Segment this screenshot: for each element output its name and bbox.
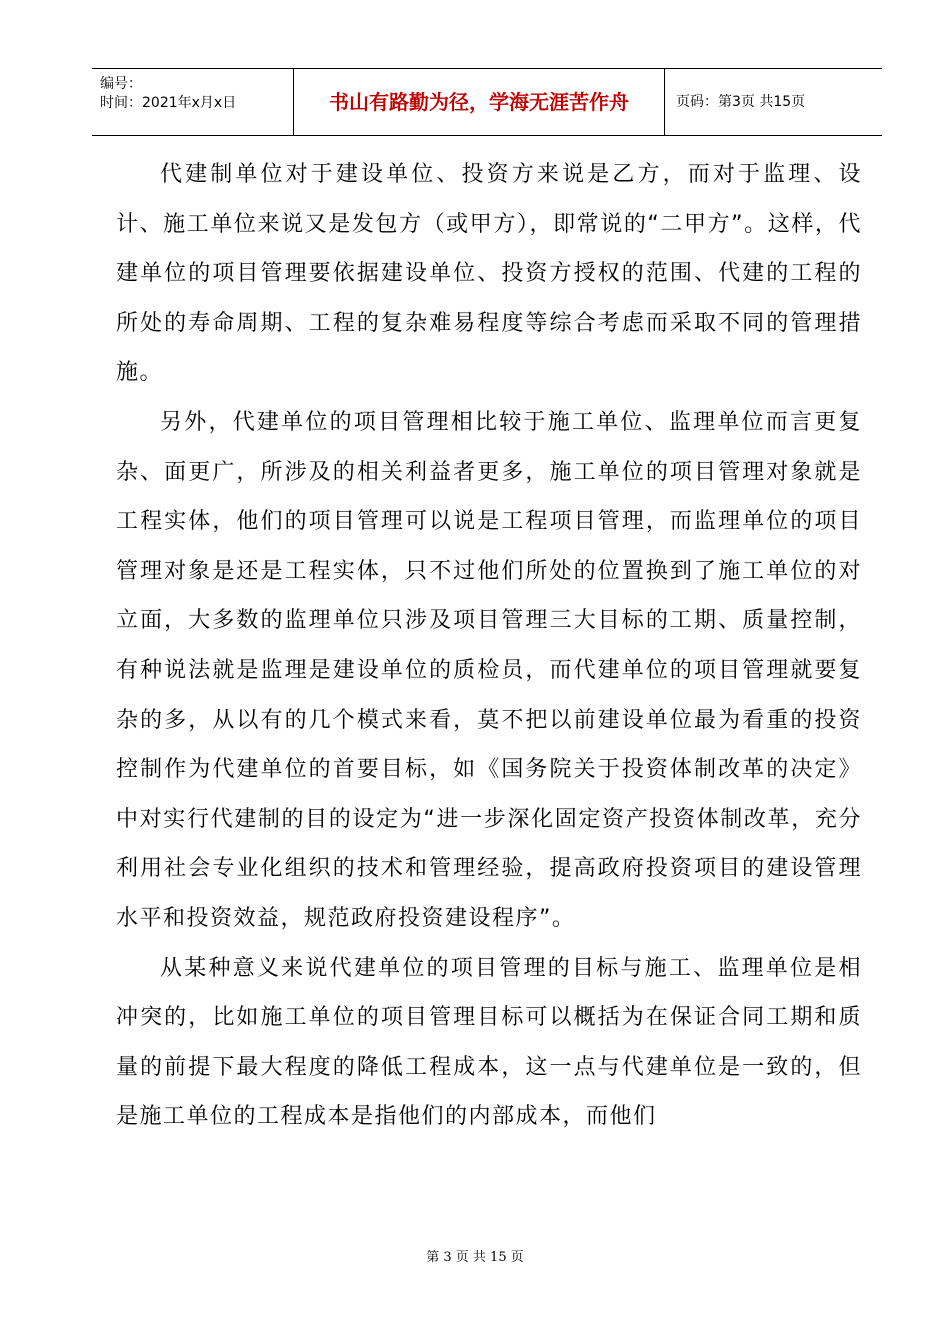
body-paragraph: 另外，代建单位的项目管理相比较于施工单位、监理单位而言更复杂、面更广，所涉及的相关利益者更多，施工单位的项目管理对象就是工程实体，他们的项目管理可以说是工程项目管理，而监理单位的项目管理对象是还是工程实体，只不过他们所处的位置换到了施工单位的对立面，大多数的监理单位只涉及项目管理三大目标的工期、质量控制，有种说法就是监理是建设单位的质检员，而代建单位的项目管理就要复杂的多，从以有的几个模式来看，莫不把以前建设单位最为看重的投资控制作为代建单位的首要目标，如《国务院关于投资体制改革的决定》中对实行代建制的目的设定为“进一步深化固定资产投资体制改革，充分利用社会专业化组织的技术和管理经验，提高政府投资项目的建设管理水平和投资效益，规范政府投资建设程序”。 [116, 409, 862, 931]
document-body [116, 150, 862, 1142]
document-number-label: 编号： [100, 76, 142, 92]
header-meta [100, 75, 236, 113]
body-paragraph: 从某种意义来说代建单位的项目管理的目标与施工、监理单位是相冲突的，比如施工单位的项目管理目标可以概括为在保证合同工期和质量的前提下最大程度的降低工程成本，这一点与代建单位是一致的，但是施工单位的工程成本是指他们的内部成本，而他们 [116, 955, 862, 1130]
body-paragraph: 代建制单位对于建设单位、投资方来说是乙方，而对于监理、设计、施工单位来说又是发包方（或甲方），即常说的“二甲方”。这样，代建单位的项目管理要依据建设单位、投资方授权的范围、代建的工程的所处的寿命周期、工程的复杂难易程度等综合考虑而采取不同的管理措施。 [116, 162, 862, 386]
document-time-label: 时间：2021年x月x日 [100, 95, 237, 111]
page-header [92, 68, 882, 136]
page-footer: 第 3 页 共 15 页 [426, 1250, 524, 1265]
header-divider-right [664, 69, 665, 135]
header-motto: 书山有路勤为径，学海无涯苦作舟 [329, 90, 629, 114]
header-page-info: 页码：第3页 共15页 [676, 94, 806, 110]
